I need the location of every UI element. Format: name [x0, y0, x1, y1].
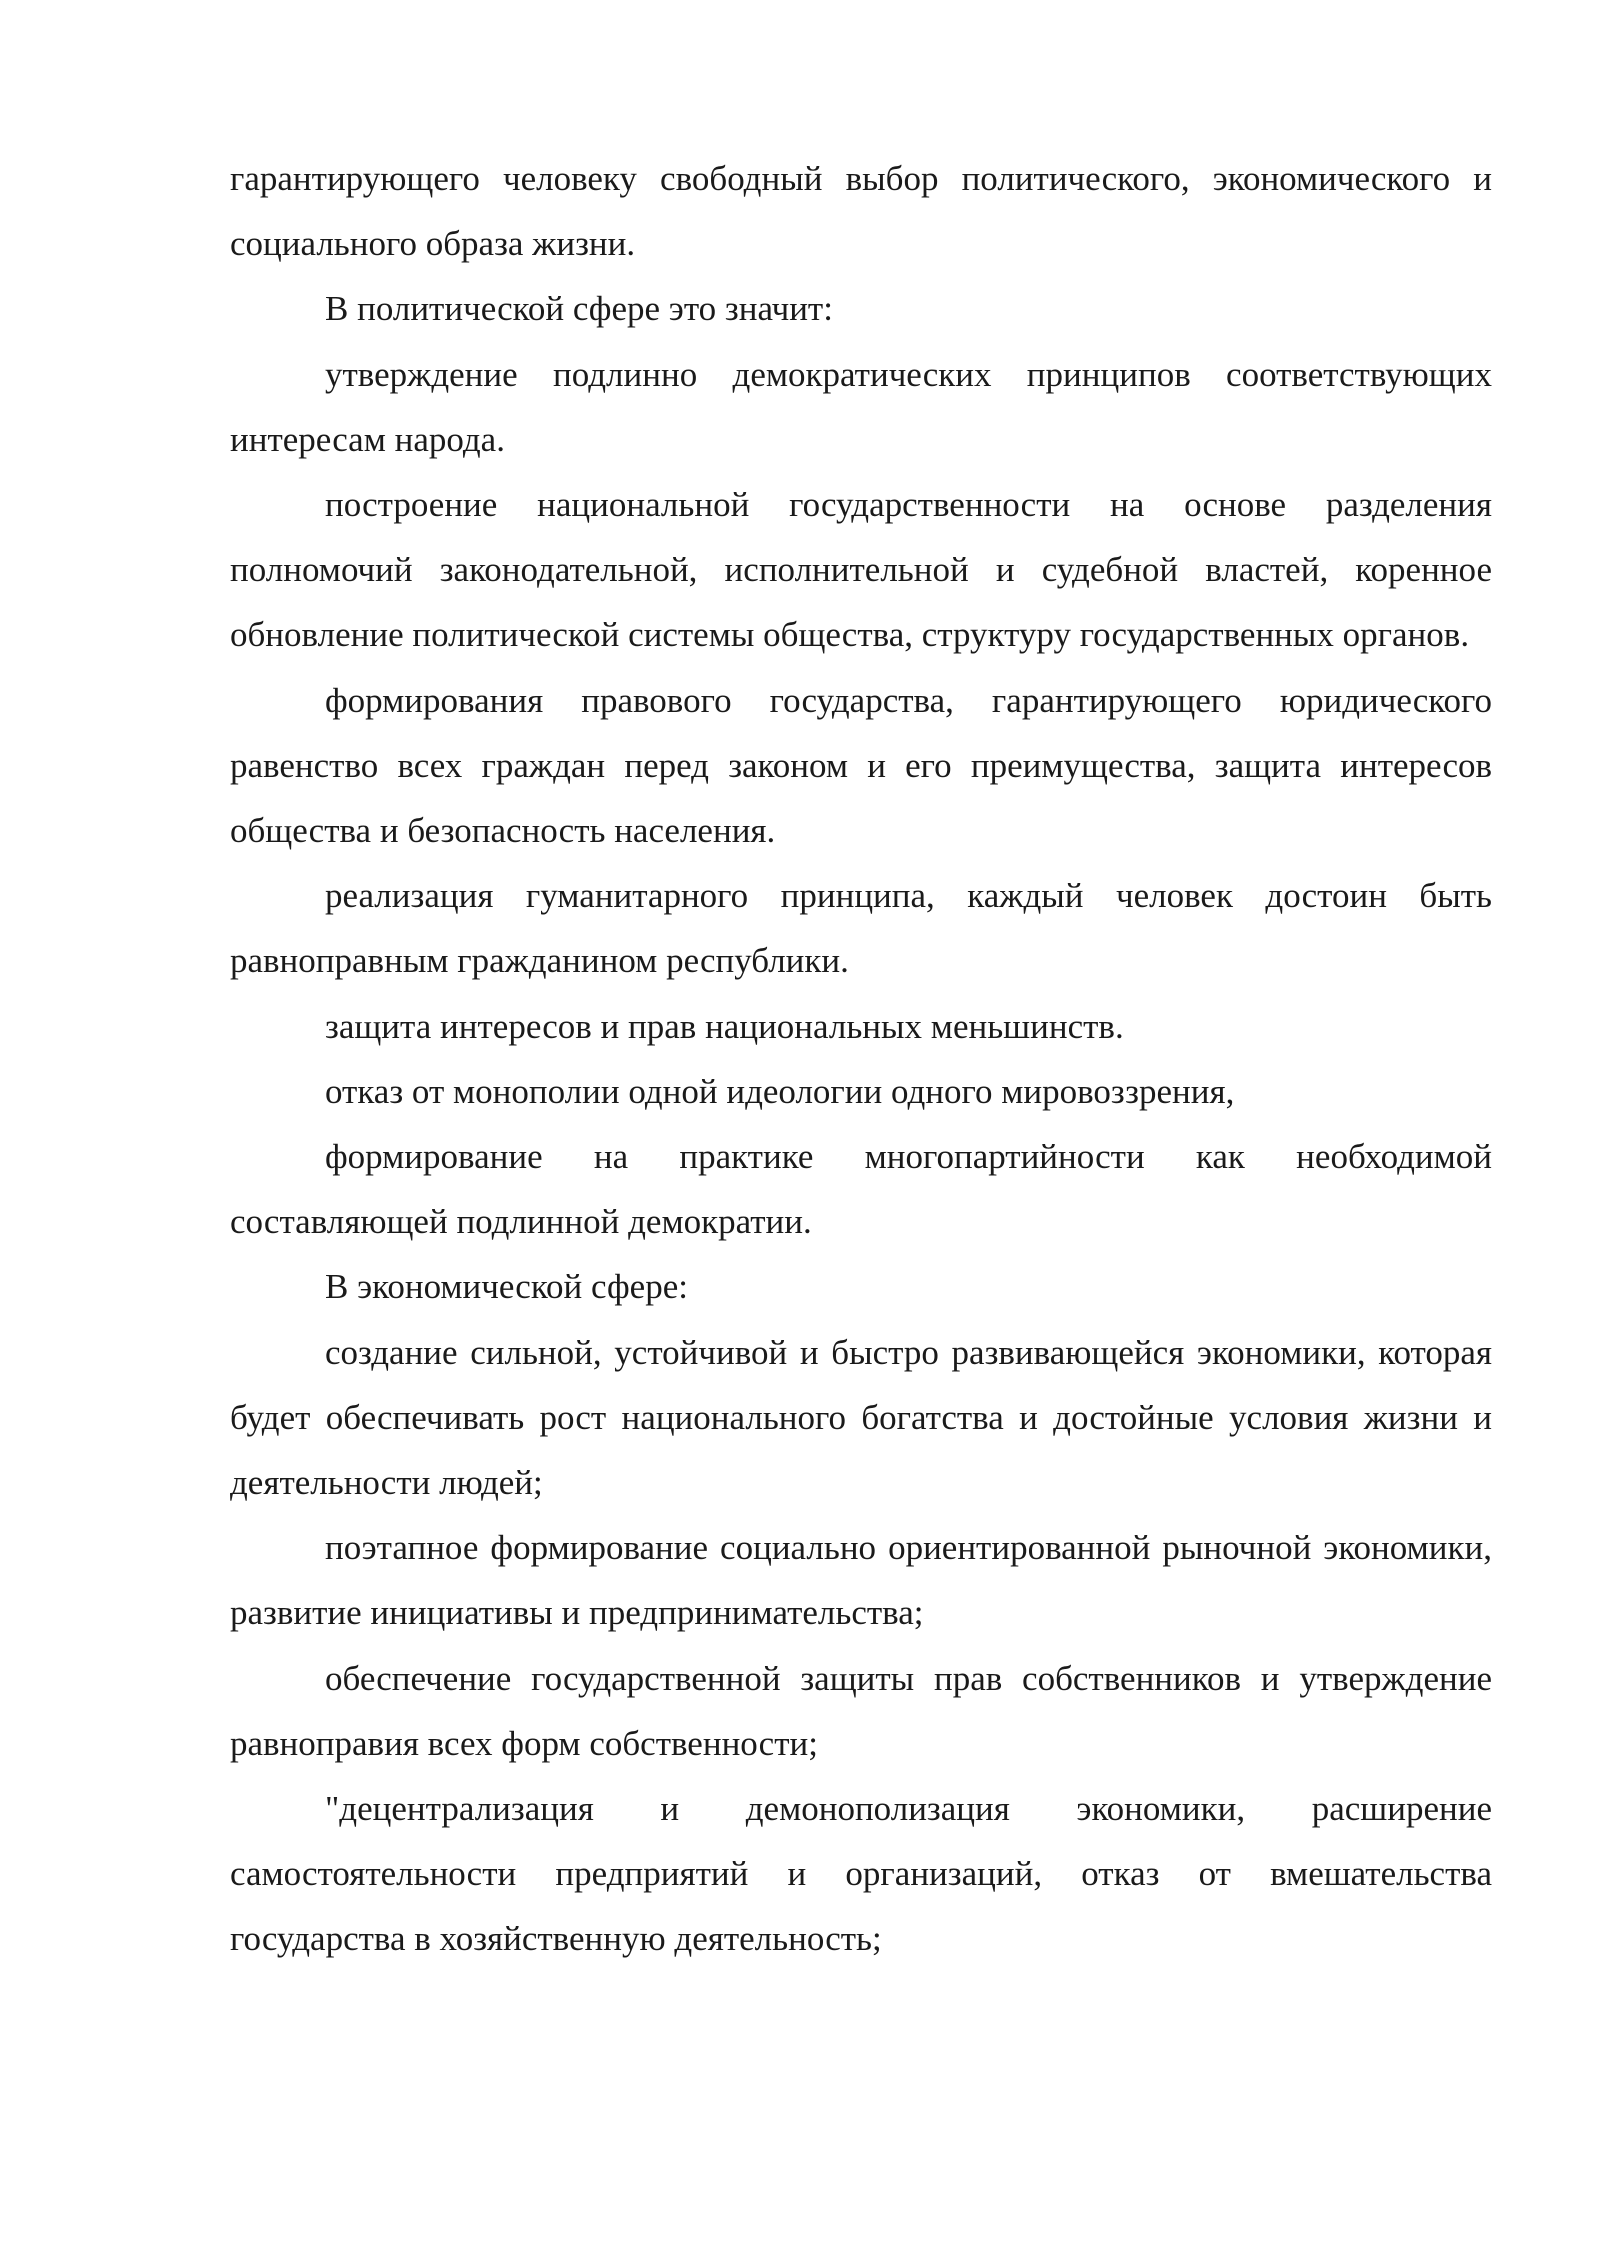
paragraph-5: формирования правового государства, гарантирующего юридического равенство всех граждан перед законом и его преимущества, защита интересов общества и безопасность населения. — [230, 680, 1492, 851]
paragraph-11: создание сильной, устойчивой и быстро развивающейся экономики, которая будет обеспечивать рост национального богатства и достойные условия жизни и деятельности людей; — [230, 1332, 1492, 1503]
paragraph-4: построение национальной государственности на основе разделения полномочий законодательной, исполнительной и судебной властей, коренное обновление политической системы общества, структуру государственных органов. — [230, 485, 1492, 655]
paragraph-7: защита интересов и прав национальных меньшинств. — [325, 1006, 1124, 1046]
paragraph-2: В политической сфере это значит: — [325, 289, 833, 329]
paragraph-9: формирование на практике многопартийности как необходимой составляющей подлинной демократии. — [230, 1137, 1492, 1242]
paragraph-1: гарантирующего человеку свободный выбор политического, экономического и социального образа жизни. — [230, 159, 1492, 264]
document-page — [230, 146, 1492, 1972]
paragraph-12: поэтапное формирование социально ориентированной рыночной экономики, развитие инициативы и предпринимательства; — [230, 1528, 1492, 1633]
paragraph-13: обеспечение государственной защиты прав собственников и утверждение равноправия всех форм собственности; — [230, 1658, 1492, 1763]
paragraph-6: реализация гуманитарного принципа, каждый человек достоин быть равноправным гражданином республики. — [230, 876, 1492, 981]
paragraph-3: утверждение подлинно демократических принципов соответствующих интересам народа. — [230, 354, 1492, 459]
paragraph-8: отказ от монополии одной идеологии одного мировоззрения, — [325, 1071, 1235, 1111]
paragraph-10: В экономической сфере: — [325, 1267, 688, 1307]
paragraph-14: "децентрализация и демонополизация экономики, расширение самостоятельности предприятий и организаций, отказ от вмешательства государства в хозяйственную деятельность; — [230, 1789, 1492, 1959]
